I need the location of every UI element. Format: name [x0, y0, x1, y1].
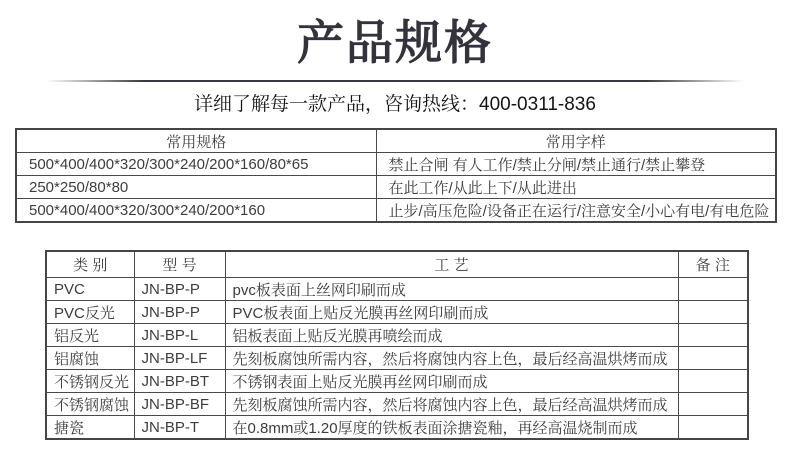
spec-size-cell: 250*250/80*80	[16, 176, 376, 199]
product-header-process: 工 艺	[225, 251, 678, 278]
spec-wording-cell: 在此工作/从此上下/从此进出	[376, 176, 776, 199]
product-process-cell: 在0.8mm或1.20厚度的铁板表面涂搪瓷釉，再经高温烧制而成	[225, 416, 678, 440]
product-model-cell: JN-BP-T	[134, 416, 225, 440]
spec-size-cell: 500*400/400*320/300*240/200*160/80*65	[16, 153, 376, 176]
product-category-cell: 不锈钢腐蚀	[46, 393, 134, 416]
product-row	[46, 278, 748, 301]
product-category-cell: 搪瓷	[46, 416, 134, 440]
product-remark-cell	[678, 347, 748, 370]
product-model-cell: JN-BP-LF	[134, 347, 225, 370]
product-header-row	[46, 251, 748, 278]
product-process-cell: 不锈钢表面上贴反光膜再丝网印刷而成	[225, 370, 678, 393]
product-remark-cell	[678, 278, 748, 301]
product-category-cell: 铝腐蚀	[46, 347, 134, 370]
spec-size-cell: 500*400/400*320/300*240/200*160	[16, 199, 376, 223]
product-header-remark: 备 注	[678, 251, 748, 278]
product-table-body	[46, 278, 748, 440]
product-category-cell: PVC反光	[46, 301, 134, 324]
product-model-cell: JN-BP-BT	[134, 370, 225, 393]
product-model-cell: JN-BP-P	[134, 301, 225, 324]
product-model-cell: JN-BP-L	[134, 324, 225, 347]
spec-header-wording: 常用字样	[376, 129, 776, 153]
spec-table-body	[16, 153, 776, 223]
product-process-cell: 先刻板腐蚀所需内容，然后将腐蚀内容上色，最后经高温烘烤而成	[225, 393, 678, 416]
product-remark-cell	[678, 301, 748, 324]
spec-wording-cell: 禁止合闸 有人工作/禁止分闸/禁止通行/禁止攀登	[376, 153, 776, 176]
product-model-cell: JN-BP-P	[134, 278, 225, 301]
product-process-cell: 铝板表面上贴反光膜再喷绘而成	[225, 324, 678, 347]
product-header-model: 型 号	[134, 251, 225, 278]
hotline-subtitle: 详细了解每一款产品，咨询热线：400-0311-836	[194, 94, 596, 115]
product-header-category: 类 别	[46, 251, 134, 278]
product-table	[45, 250, 749, 440]
spec-row	[16, 176, 776, 199]
spec-row	[16, 199, 776, 223]
product-remark-cell	[678, 393, 748, 416]
spec-header-sizes: 常用规格	[16, 129, 376, 153]
spec-header-row	[16, 129, 776, 153]
product-row	[46, 416, 748, 440]
spec-wording-cell: 止步/高压危险/设备正在运行/注意安全/小心有电/有电危险	[376, 199, 776, 223]
product-model-cell: JN-BP-BF	[134, 393, 225, 416]
product-category-cell: 不锈钢反光	[46, 370, 134, 393]
product-row	[46, 301, 748, 324]
page-title: 产品规格	[297, 16, 493, 71]
product-remark-cell	[678, 416, 748, 440]
product-remark-cell	[678, 324, 748, 347]
spec-table	[15, 128, 777, 223]
title-divider	[45, 80, 745, 82]
product-remark-cell	[678, 370, 748, 393]
product-category-cell: 铝反光	[46, 324, 134, 347]
product-row	[46, 324, 748, 347]
product-row	[46, 370, 748, 393]
product-process-cell: 先刻板腐蚀所需内容，然后将腐蚀内容上色，最后经高温烘烤而成	[225, 347, 678, 370]
spec-row	[16, 153, 776, 176]
product-process-cell: PVC板表面上贴反光膜再丝网印刷而成	[225, 301, 678, 324]
product-category-cell: PVC	[46, 278, 134, 301]
product-process-cell: pvc板表面上丝网印刷而成	[225, 278, 678, 301]
product-row	[46, 347, 748, 370]
product-row	[46, 393, 748, 416]
